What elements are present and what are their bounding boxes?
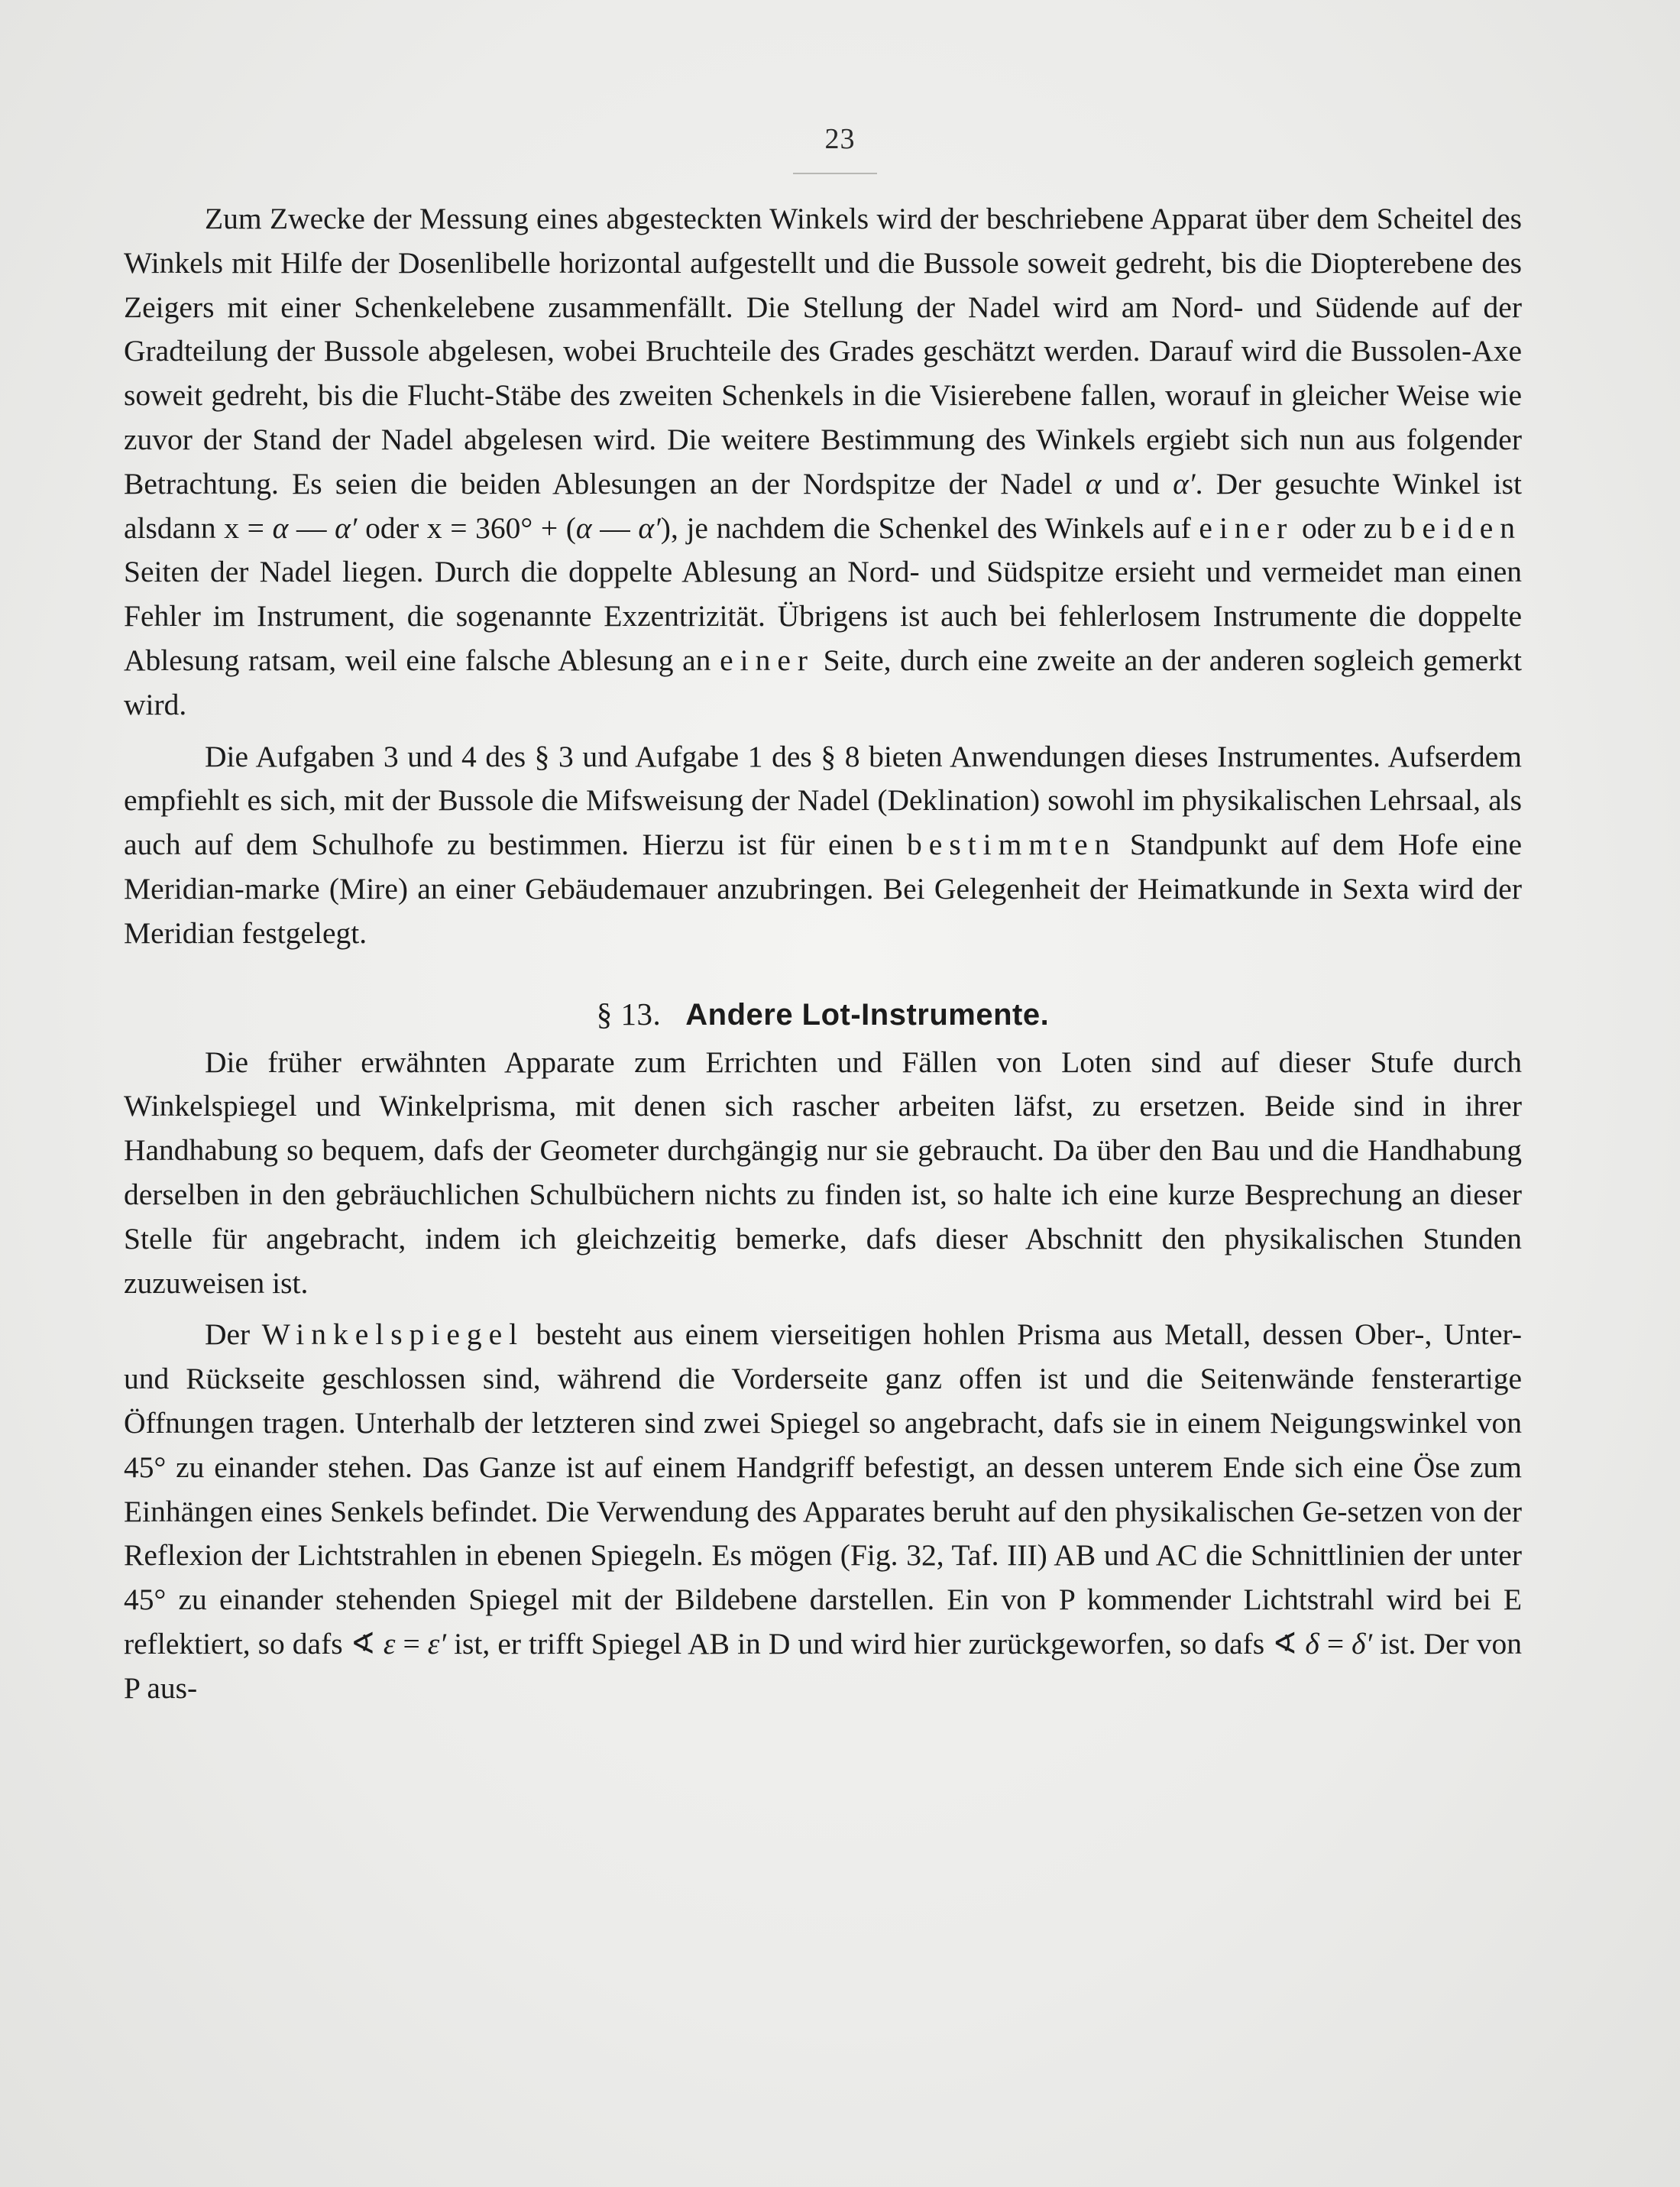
text-run: oder x = 360° + ( [357, 510, 576, 545]
paragraph [124, 1313, 1522, 1710]
section-title: Andere Lot-Instrumente. [685, 997, 1050, 1032]
intro-paragraphs [124, 197, 1522, 956]
paragraph [124, 197, 1522, 727]
text-run: bestimmten [907, 828, 1117, 862]
page-number: 23 [824, 123, 856, 155]
paragraph [124, 735, 1522, 956]
text-run: α [575, 510, 592, 545]
text-run: δ [1305, 1626, 1319, 1661]
text-run: einer [720, 643, 815, 677]
text-run: ε [383, 1626, 396, 1661]
text-run: Die Aufgaben 3 und 4 des § 3 und Aufgabe 1 des § 8 bieten Anwendungen dieses Instrumentes. Aufserdem empfiehlt es sich, mit der Bussole die Mifsweisung der Nadel (Deklination) sowohl im physikalischen Lehrsaal, als auch auf dem Schulhofe zu bestimmen. Hierzu ist für einen [124, 739, 1522, 862]
section-number: § 13. [596, 996, 662, 1032]
section-paragraphs [124, 1041, 1522, 1711]
text-run: besteht aus einem vierseitigen hohlen Prisma aus Metall, dessen Ober-, Unter- und Rückseite geschlossen sind, während die Vorderseite ganz offen ist und die Seitenwände fensterartige Öffnungen tragen. Unterhalb der letzteren sind zwei Spiegel so angebracht, dafs sie in einem Neigungswinkel von 45° zu einander stehen. Das Ganze ist auf einem Handgriff befestigt, an dessen unterem Ende sich eine Öse zum Einhängen eines Senkels befindet. Die Verwendung des Apparates beruht auf den physikalischen Ge-setzen von der Reflexion der Lichtstrahlen in ebenen Spiegeln. Es mögen (Fig. 32, Taf. III) AB und AC die Schnittlinien der unter 45° zu einander stehenden Spiegel mit der Bildebene darstellen. Ein von P kommender Lichtstrahl wird bei E reflektiert, so dafs ∢ [124, 1317, 1522, 1661]
text-run: Seiten der Nadel liegen. Durch die doppelte Ablesung an Nord- und Südspitze ersieht und vermeidet man einen Fehler im Instrument, die sogenannte Exzentrizität. Übrigens ist auch bei fehlerlosem Instrumente die doppelte Ablesung ratsam, weil eine falsche Ablesung an [124, 555, 1522, 677]
text-run: — [288, 510, 335, 545]
text-run: ε′ [427, 1626, 447, 1661]
text-run: Die früher erwähnten Apparate zum Errichten und Fällen von Loten sind auf dieser Stufe durch Winkelspiegel und Winkelprisma, mit denen sich rascher arbeiten läfst, zu ersetzen. Beide sind in ihrer Handhabung so bequem, dafs der Geometer durchgängig nur sie gebraucht. Da über den Bau und die Handhabung derselben in den gebräuchlichen Schulbüchern nichts zu finden ist, so halte ich eine kurze Besprechung an dieser Stelle für angebracht, indem ich gleichzeitig bemerke, dafs dieser Abschnitt den physikalischen Stunden zuzuweisen ist. [124, 1045, 1522, 1300]
text-run: und [1101, 466, 1173, 501]
text-run: = [395, 1626, 428, 1661]
text-run: . Der gesuchte Winkel ist alsdann x = [124, 466, 1523, 545]
text-run: ist. Der von P aus- [124, 1626, 1522, 1705]
text-run: oder zu [1293, 510, 1400, 545]
body-text [124, 197, 1522, 1711]
text-run: Winkelspiegel [261, 1317, 525, 1352]
text-run: α [272, 510, 289, 545]
text-run: α′ [335, 510, 358, 545]
header-rule [793, 173, 877, 174]
text-run: δ′ [1351, 1626, 1373, 1661]
text-run: = [1319, 1626, 1352, 1661]
text-run: beiden [1400, 510, 1523, 545]
text-run: α′ [1173, 466, 1196, 501]
text-run: Zum Zwecke der Messung eines abgesteckten Winkels wird der beschriebene Apparat über dem Scheitel des Winkels mit Hilfe der Dosenlibelle horizontal aufgestellt und die Bussole soweit gedreht, bis die Diopterebene des Zeigers mit einer Schenkelebene zusammenfällt. Die Stellung der Nadel wird am Nord- und Südende auf der Gradteilung der Bussole abgelesen, wobei Bruchteile des Grades geschätzt werden. Darauf wird die Bussolen-Axe soweit gedreht, bis die Flucht-Stäbe des zweiten Schenkels in die Visierebene fallen, worauf in gleicher Weise wie zuvor der Stand der Nadel abgelesen wird. Die weitere Bestimmung des Winkels ergiebt sich nun aus folgender Betrachtung. Es seien die beiden Ablesungen an der Nordspitze der Nadel [124, 202, 1522, 501]
section-heading [124, 991, 1522, 1038]
text-run: α [1085, 466, 1102, 501]
text-run: — [591, 510, 639, 545]
text-run: ist, er trifft Spiegel AB in D und wird hier zurückgeworfen, so dafs ∢ [446, 1626, 1306, 1661]
text-run: α′ [638, 510, 661, 545]
text-run: ), je nachdem die Schenkel des Winkels auf [660, 510, 1199, 545]
text-run: Standpunkt auf dem Hofe eine Meridian-marke (Mire) an einer Gebäudemauer anzubringen. Bei Gelegenheit der Heimatkunde in Sexta wird der Meridian festgelegt. [124, 828, 1522, 950]
text-run: Seite, durch eine zweite an der anderen sogleich gemerkt wird. [124, 643, 1523, 721]
text-run: Der [205, 1317, 262, 1352]
paragraph [124, 1041, 1522, 1306]
text-run: einer [1199, 510, 1294, 545]
